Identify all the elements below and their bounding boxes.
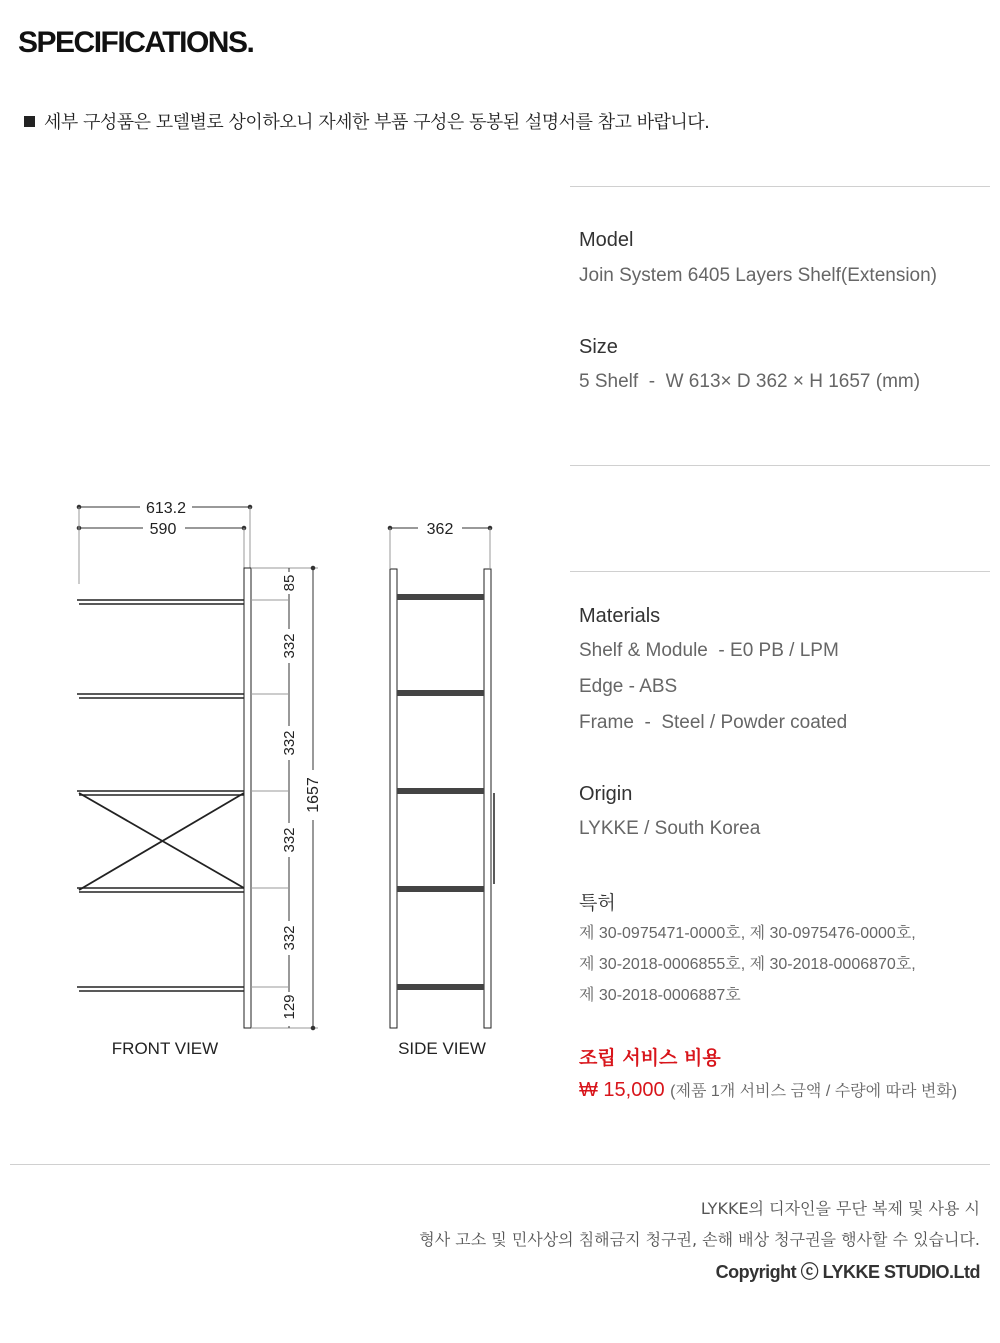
service-note: (제품 1개 서비스 금액 / 수량에 따라 변화): [670, 1083, 958, 1100]
footer-line: LYKKE의 디자인을 무단 복제 및 사용 시: [700, 1199, 980, 1218]
patent-line: 제 30-0975471-0000호, 제 30-0975476-0000호,: [579, 925, 916, 942]
front-view-caption: FRONT VIEW: [111, 1039, 219, 1058]
model-value: Join System 6405 Layers Shelf(Extension): [579, 265, 938, 286]
size-label: Size: [579, 336, 618, 358]
materials-item: Frame - Steel / Powder coated: [579, 712, 848, 733]
side-view-caption: SIDE VIEW: [398, 1039, 486, 1058]
dim-gap: 332: [281, 925, 298, 951]
dim-depth: 362: [426, 521, 454, 538]
dim-bottom: 129: [281, 994, 298, 1020]
footer-divider: [10, 1164, 990, 1165]
service-price-row: [579, 1078, 957, 1102]
divider: [570, 186, 990, 187]
size-value: 5 Shelf - W 613× D 362 × H 1657 (mm): [579, 371, 921, 392]
patent-line: 제 30-2018-0006887호: [579, 987, 741, 1004]
service-label: 조립 서비스 비용: [579, 1047, 721, 1069]
origin-value: LYKKE / South Korea: [579, 818, 761, 839]
origin-label: Origin: [579, 783, 633, 805]
dim-gap: 332: [281, 730, 298, 756]
patent-line: 제 30-2018-0006855호, 제 30-2018-0006870호,: [579, 956, 916, 973]
bullet-square-icon: [24, 116, 35, 127]
shelf-drawing: [0, 490, 520, 1070]
service-price: ₩ 15,000: [579, 1079, 665, 1101]
footer-line: 형사 고소 및 민사상의 침해금지 청구권, 손해 배상 청구권을 행사할 수 있습니다.: [419, 1230, 980, 1249]
model-label: Model: [579, 229, 634, 251]
dim-total-height: 1657: [305, 777, 322, 813]
dim-inner-width: 590: [149, 521, 177, 538]
materials-item: Shelf & Module - E0 PB / LPM: [579, 640, 839, 661]
page-title: SPECIFICATIONS.: [18, 26, 254, 59]
materials-label: Materials: [579, 605, 661, 627]
divider: [570, 571, 990, 572]
materials-item: Edge - ABS: [579, 676, 678, 697]
dim-outer-width: 613.2: [145, 500, 187, 517]
copyright: Copyright ⓒ LYKKE STUDIO.Ltd: [715, 1262, 980, 1282]
notice-label: 세부 구성품은 모델별로 상이하오니 자세한 부품 구성은 동봉된 설명서를 참고 바랍니다.: [44, 112, 710, 133]
notice-text: [24, 108, 709, 134]
patent-list: [579, 918, 916, 1011]
dim-top: 85: [281, 574, 298, 592]
divider: [570, 465, 990, 466]
patent-label: 특허: [579, 893, 616, 914]
dim-gap: 332: [281, 827, 298, 853]
dim-gap: 332: [281, 633, 298, 659]
